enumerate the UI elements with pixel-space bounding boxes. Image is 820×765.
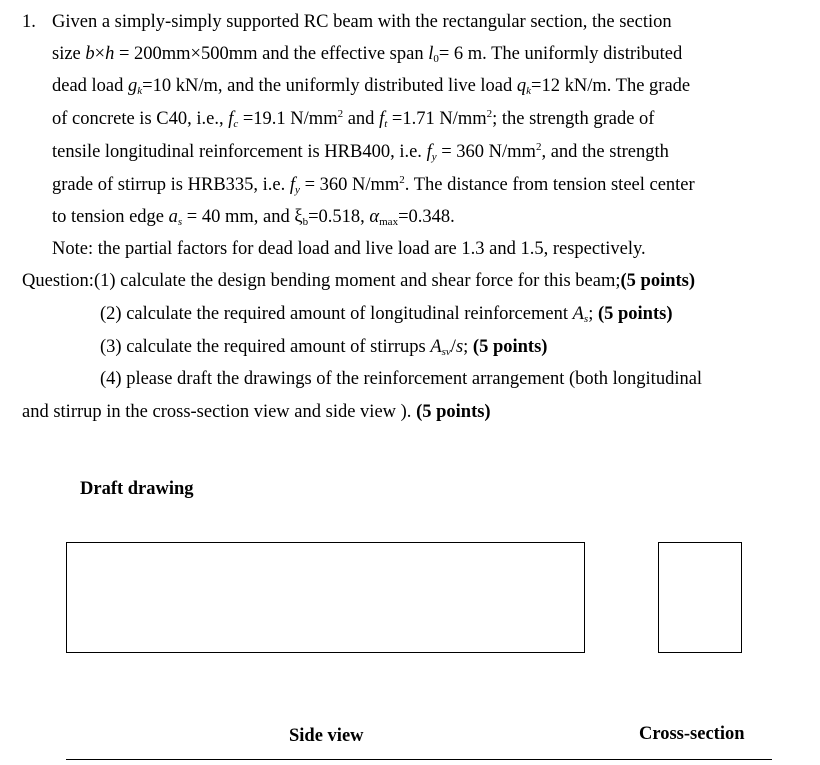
draft-drawing-title: Draft drawing — [80, 479, 194, 499]
side-view-drawing-box[interactable] — [66, 542, 585, 653]
problem-line-6: grade of stirrup is HRB335, i.e. $f_y = 360$ $N/mm^2$. The distance from tension steel center — [52, 174, 695, 196]
side-view-label: Side view — [289, 726, 364, 746]
problem-line-7: to tension edge $a_s = 40$ mm, and $\xi_b=0.518$, $\alpha_{max}=0.348$. — [52, 207, 455, 228]
bottom-divider — [66, 759, 772, 760]
cross-section-drawing-box[interactable] — [658, 542, 742, 653]
problem-line-1: Given a simply-simply supported RC beam with the rectangular section, the section — [52, 12, 672, 32]
problem-line-3: dead load $g_k=10$ kN/m, and the uniformly distributed live load $q_k=12$ kN/m. The grade — [52, 76, 691, 97]
question-4-continued: and stirrup in the cross-section view and side view ). (5 points) — [22, 402, 491, 422]
problem-line-4: of concrete is C40, i.e., $f_c =19.1$ $N/mm^2$ and $f_t =1.71$ $N/mm^2$; the strength grade of — [52, 108, 655, 130]
problem-line-2: size b×h = 200mm×500mm and the effective span $l_0= 6$ m. The uniformly distributed — [52, 44, 683, 65]
question-4: (4) please draft the drawings of the reinforcement arrangement (both longitudinal — [100, 369, 703, 389]
question-2: (2) calculate the required amount of longitudinal reinforcement $A_s$; (5 points) — [100, 304, 673, 325]
question-1: Question:(1) calculate the design bending moment and shear force for this beam;(5 points) — [22, 271, 696, 291]
partial-factors-note: Note: the partial factors for dead load and live load are 1.3 and 1.5, respectively. — [52, 239, 646, 259]
cross-section-label: Cross-section — [639, 724, 745, 744]
question-3: (3) calculate the required amount of stirrups $A_{sv}/s$; (5 points) — [100, 337, 548, 358]
problem-number: 1. — [22, 12, 36, 32]
problem-line-5: tensile longitudinal reinforcement is HRB400, i.e. $f_y = 360$ $N/mm^2$, and the strength — [52, 141, 669, 163]
